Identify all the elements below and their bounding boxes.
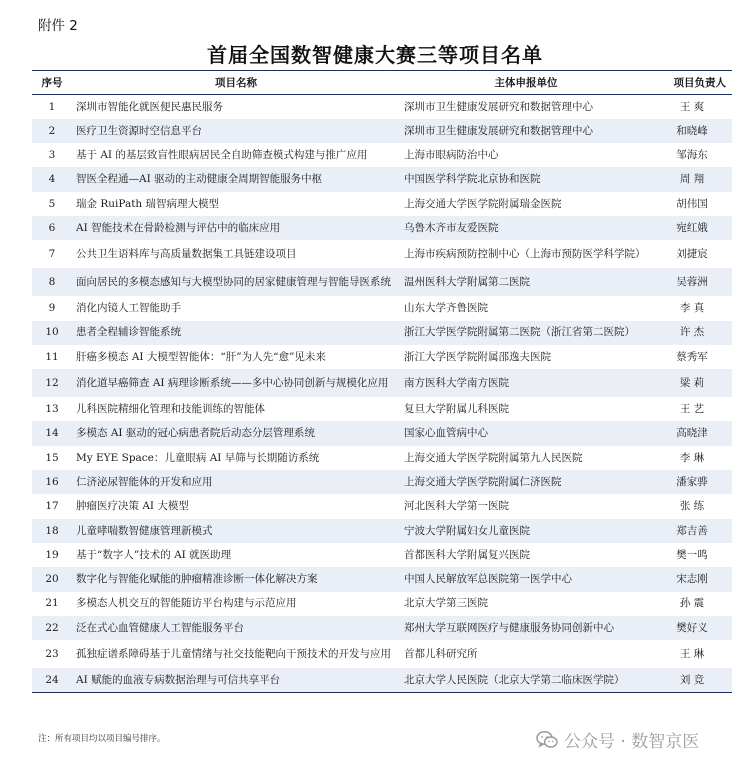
project-name: AI 赋能的血液专病数据治理与可信共享平台 <box>76 673 281 686</box>
project-leader: 高晓津 <box>676 427 708 440</box>
project-leader: 刘捷宸 <box>676 248 708 261</box>
project-leader: 周 翔 <box>679 173 705 186</box>
project-name: 智医全程通—AI 驱动的主动健康全周期智能服务中枢 <box>76 173 323 186</box>
project-name: 肝癌多模态 AI 大模型智能体：“肝”为人先“愈”见未来 <box>76 350 326 363</box>
project-name: 患者全程辅诊智能系统 <box>76 326 181 339</box>
table-row <box>32 216 732 240</box>
project-name: AI 智能技术在骨龄检测与评估中的临床应用 <box>76 221 281 234</box>
row-number: 14 <box>45 427 59 440</box>
project-leader: 邹海东 <box>676 148 708 161</box>
row-number: 16 <box>45 475 59 488</box>
applicant-unit: 中国人民解放军总医院第一医学中心 <box>404 573 572 586</box>
project-leader: 许 杰 <box>679 326 705 339</box>
table-row <box>32 470 732 494</box>
project-leader: 樊好义 <box>676 621 708 634</box>
row-number: 3 <box>48 148 56 161</box>
row-number: 20 <box>45 573 59 586</box>
header-applicant-unit: 主体申报单位 <box>494 77 558 89</box>
project-name: 消化道早癌筛查 AI 病理诊断系统——多中心协同创新与规模化应用 <box>76 376 389 389</box>
applicant-unit: 山东大学齐鲁医院 <box>404 302 488 315</box>
project-leader: 吴蓉洲 <box>676 276 708 289</box>
project-name: 数字化与智能化赋能的肿瘤精准诊断一体化解决方案 <box>76 573 318 586</box>
table-row <box>32 119 732 143</box>
applicant-unit: 上海市眼病防治中心 <box>404 148 499 161</box>
row-number: 2 <box>48 124 56 137</box>
table-row <box>32 345 732 369</box>
table-header-row <box>32 71 732 95</box>
applicant-unit: 南方医科大学南方医院 <box>404 376 509 389</box>
table-row <box>32 397 732 421</box>
row-number: 4 <box>48 173 56 186</box>
applicant-unit: 郑州大学互联网医疗与健康服务协同创新中心 <box>404 621 614 634</box>
applicant-unit: 中国医学科学院北京协和医院 <box>404 173 541 186</box>
project-name: 肿瘤医疗决策 AI 大模型 <box>76 500 189 513</box>
row-number: 23 <box>45 647 59 660</box>
project-leader: 王 琳 <box>679 647 705 660</box>
project-leader: 潘家骅 <box>676 475 708 488</box>
row-number: 9 <box>48 302 56 315</box>
project-name: 消化内镜人工智能助手 <box>76 302 181 315</box>
row-number: 17 <box>45 500 59 513</box>
applicant-unit: 温州医科大学附属第二医院 <box>404 276 530 289</box>
applicant-unit: 河北医科大学第一医院 <box>404 500 509 513</box>
row-number: 19 <box>45 548 59 561</box>
row-number: 12 <box>45 376 59 389</box>
header-project-name: 项目名称 <box>215 77 257 89</box>
table-row <box>32 167 732 191</box>
project-leader: 宛红娥 <box>676 221 708 234</box>
row-number: 1 <box>48 100 56 113</box>
table-row <box>32 640 732 668</box>
row-number: 22 <box>45 621 59 634</box>
table-row <box>32 446 732 470</box>
table-row <box>32 592 732 616</box>
row-number: 24 <box>45 673 59 686</box>
table-row <box>32 616 732 640</box>
attachment-label: 附件 2 <box>38 18 78 34</box>
page-title: 首届全国数智健康大赛三等项目名单 <box>207 43 543 67</box>
row-number: 8 <box>48 276 56 289</box>
row-number: 5 <box>48 197 56 210</box>
project-leader: 张 练 <box>679 500 705 513</box>
wechat-icon <box>536 730 558 750</box>
row-number: 6 <box>48 221 56 234</box>
table-row <box>32 421 732 445</box>
project-name: 瑞金 RuiPath 瑞智病理大模型 <box>76 197 220 210</box>
table-row <box>32 192 732 216</box>
header-no: 序号 <box>41 77 63 89</box>
applicant-unit: 首都医科大学附属复兴医院 <box>404 548 530 561</box>
project-leader: 郑吉善 <box>676 524 708 537</box>
project-name: 基于 AI 的基层致盲性眼病居民全自助筛查模式构建与推广应用 <box>76 148 368 161</box>
applicant-unit: 上海市疾病预防控制中心（上海市预防医学科学院） <box>404 248 646 261</box>
project-leader: 宋志刚 <box>676 573 708 586</box>
footnote: 注：所有项目均以项目编号排序。 <box>38 734 166 744</box>
project-name: 医疗卫生资源时空信息平台 <box>76 124 202 137</box>
project-name: 公共卫生语料库与高质量数据集工具链建设项目 <box>76 248 297 261</box>
table-row <box>32 268 732 296</box>
row-number: 18 <box>45 524 59 537</box>
row-number: 13 <box>45 403 59 416</box>
table-row <box>32 494 732 518</box>
project-name: My EYE Space：儿童眼病 AI 早筛与长期随访系统 <box>76 451 320 464</box>
project-leader: 蔡秀军 <box>676 350 708 363</box>
table-row <box>32 519 732 543</box>
project-name: 儿科医院精细化管理和技能训练的智能体 <box>76 403 265 416</box>
table-body <box>32 95 732 693</box>
applicant-unit: 上海交通大学医学院附属仁济医院 <box>404 475 562 488</box>
project-leader: 王 艺 <box>679 403 705 416</box>
table-row <box>32 567 732 591</box>
row-number: 21 <box>45 597 59 610</box>
watermark <box>536 727 699 752</box>
project-name: 泛在式心血管健康人工智能服务平台 <box>76 621 244 634</box>
row-number: 15 <box>45 451 59 464</box>
table-row <box>32 296 732 320</box>
row-number: 7 <box>48 248 56 261</box>
project-leader: 王 爽 <box>679 100 705 113</box>
table-row <box>32 543 732 567</box>
row-number: 11 <box>45 350 59 363</box>
applicant-unit: 国家心血管病中心 <box>404 427 488 440</box>
applicant-unit: 北京大学第三医院 <box>404 597 488 610</box>
project-name: 深圳市智能化就医便民惠民服务 <box>76 100 223 113</box>
project-table <box>32 70 732 693</box>
project-leader: 孙 震 <box>679 597 705 610</box>
applicant-unit: 北京大学人民医院（北京大学第二临床医学院） <box>404 673 625 686</box>
project-leader: 李 琳 <box>679 451 705 464</box>
table-header <box>32 71 732 95</box>
project-name: 孤独症谱系障碍基于儿童情绪与社交技能靶向干预技术的开发与应用 <box>76 647 391 660</box>
applicant-unit: 上海交通大学医学院附属瑞金医院 <box>404 197 562 210</box>
project-name: 仁济泌尿智能体的开发和应用 <box>76 475 213 488</box>
watermark-label: 公众号 · 数智京医 <box>564 732 700 752</box>
applicant-unit: 乌鲁木齐市友爱医院 <box>404 221 499 234</box>
applicant-unit: 浙江大学医学院附属第二医院（浙江省第二医院） <box>404 326 635 339</box>
project-name: 面向居民的多模态感知与大模型协同的居家健康管理与智能导医系统 <box>76 276 391 289</box>
project-leader: 樊一鸣 <box>676 548 708 561</box>
applicant-unit: 首都儿科研究所 <box>404 647 478 660</box>
row-number: 10 <box>45 326 59 339</box>
applicant-unit: 上海交通大学医学院附属第九人民医院 <box>404 451 583 464</box>
project-name: 儿童哮喘数智健康管理新模式 <box>76 524 213 537</box>
applicant-unit: 深圳市卫生健康发展研究和数据管理中心 <box>404 124 593 137</box>
applicant-unit: 宁波大学附属妇女儿童医院 <box>404 524 530 537</box>
table-row <box>32 240 732 268</box>
table-row <box>32 143 732 167</box>
project-leader: 胡伟国 <box>676 197 708 210</box>
applicant-unit: 浙江大学医学院附属邵逸夫医院 <box>404 350 551 363</box>
table-row <box>32 369 732 397</box>
project-name: 多模态 AI 驱动的冠心病患者院后动态分层管理系统 <box>76 427 315 440</box>
project-leader: 梁 莉 <box>679 376 705 389</box>
table-row <box>32 668 732 692</box>
project-leader: 和晓峰 <box>676 124 708 137</box>
table-row <box>32 95 732 119</box>
header-project-leader: 项目负责人 <box>673 77 726 89</box>
applicant-unit: 复旦大学附属儿科医院 <box>404 403 509 416</box>
project-leader: 李 真 <box>679 302 705 315</box>
project-name: 多模态人机交互的智能随访平台构建与示范应用 <box>76 597 297 610</box>
project-leader: 刘 竞 <box>679 673 705 686</box>
project-name: 基于“数字人”技术的 AI 就医助理 <box>76 548 232 561</box>
table-row <box>32 321 732 345</box>
applicant-unit: 深圳市卫生健康发展研究和数据管理中心 <box>404 100 593 113</box>
